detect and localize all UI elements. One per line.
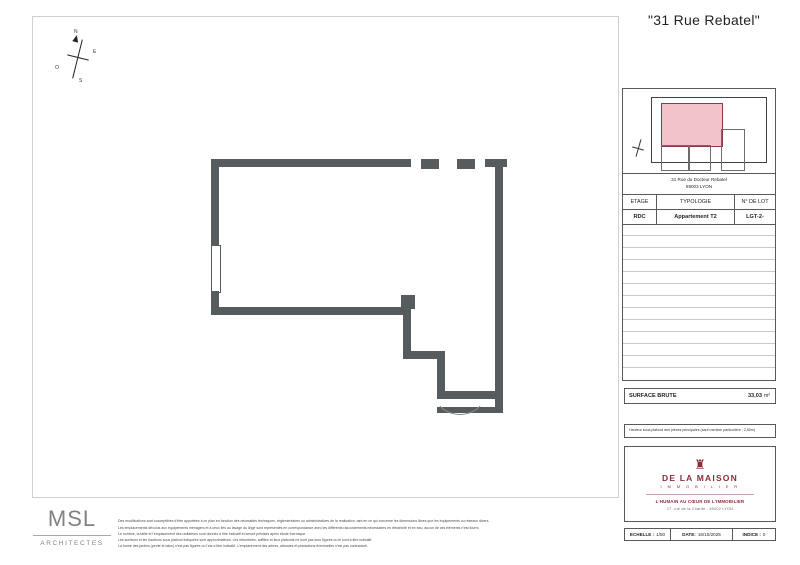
thumb-room-2	[689, 145, 711, 171]
legal-line-1: Des modifications sont susceptibles d'être apportées à ce plan en fonction des nécessités techniques, réglementaires ou administratives de la réalisation, tant en ce qui concerne les dimensions libres que les équipements ou réseaux divers.	[118, 519, 490, 524]
project-address	[623, 174, 775, 195]
cartouche-panel	[622, 88, 776, 225]
surface-value: 33,03	[747, 393, 762, 399]
indice-value: 0	[762, 532, 766, 537]
door-swing-entry	[431, 357, 489, 415]
note-line	[623, 356, 775, 368]
highlighted-unit	[661, 103, 723, 147]
note-line	[623, 224, 775, 236]
agency-logo-block	[624, 446, 776, 522]
cartouche-value-row	[623, 210, 775, 224]
project-address-line1: 31 Rue du Docteur Rebatel	[671, 177, 727, 182]
compass-label-east: E	[93, 49, 97, 55]
legal-line-4: Les surfaces et les hauteurs sous plafond indiquées sont approximatives. Les retombées, soffites et faux plafonds ne sont pas tous figurés ou le sont à titre indicatif.	[118, 537, 373, 542]
architect-logo	[33, 506, 111, 547]
surface-row	[624, 388, 776, 404]
mini-compass-icon	[629, 137, 649, 161]
note-line	[623, 272, 775, 284]
note-line	[623, 308, 775, 320]
architect-logo-subtitle: ARCHITECTES	[40, 540, 104, 547]
surface-label: SURFACE BRUTE	[629, 393, 677, 399]
ceiling-height-note: Hauteur sous plafond des pièces principales (sauf mention particulière : 2,50m)	[624, 424, 776, 438]
compass-icon	[55, 31, 103, 87]
compass-label-south: S	[79, 78, 83, 84]
note-line	[623, 368, 775, 380]
scale-cell	[625, 529, 671, 540]
indice-cell	[733, 529, 775, 540]
thumb-room-3	[721, 129, 745, 171]
wall-top-left	[211, 159, 411, 167]
note-line	[623, 320, 775, 332]
interior-pillar	[401, 295, 415, 309]
key-plan-thumbnail	[623, 89, 775, 174]
notes-ruled-area	[622, 224, 776, 381]
value-lot: LGT-2-	[746, 213, 764, 220]
drawing-meta-strip	[624, 528, 776, 541]
agency-subtitle: I M M O B I L I E R	[660, 483, 740, 489]
page-title: "31 Rue Rebatel"	[647, 12, 760, 28]
thumb-room-1	[661, 145, 689, 171]
scale-value: 1/50	[656, 532, 666, 537]
project-address-line2: 69003 LYON	[685, 183, 713, 189]
agency-address: 17, rue de la Charité - 69002 LYON	[666, 506, 734, 511]
legal-disclaimer	[118, 518, 588, 549]
value-etage: RDC	[623, 210, 657, 224]
header-typologie: TYPOLOGIE	[657, 195, 735, 209]
legal-line-3: Le nombre, la taille et l'emplacement des radiateurs sont donnés à titre indicatif et seront précisés après étude thermique.	[118, 531, 307, 536]
value-typologie: Appartement T2	[657, 210, 735, 224]
header-etage: ETAGE	[623, 195, 657, 209]
note-line	[623, 236, 775, 248]
date-label: DATE:	[682, 532, 696, 537]
wall-top-segment-a	[421, 159, 439, 169]
note-line	[623, 248, 775, 260]
indice-label: INDICE :	[742, 532, 761, 537]
surface-unit: m²	[763, 393, 770, 399]
date-value: 16/10/2025	[697, 532, 721, 537]
wall-bottom-main	[211, 307, 411, 315]
agency-tagline: L'HUMAIN AU CŒUR DE L'IMMOBILIER	[655, 498, 745, 504]
note-line	[623, 296, 775, 308]
header-lot: N° DE LOT	[741, 198, 769, 205]
divider	[646, 494, 754, 495]
wall-right	[495, 159, 503, 409]
legal-line-5: La forme des jardins (pente et talus) n'est pas figurée ou l'est à titre indicatif. L'emplacement des arbres, arbustes et plantations éventuelles n'est pas contractuel.	[118, 543, 368, 548]
window-left	[211, 245, 221, 293]
floor-plan-drawing	[32, 16, 619, 498]
cartouche-header-row	[623, 195, 775, 210]
crest-icon: ♜	[694, 456, 706, 472]
wall-top-segment-b	[457, 159, 475, 169]
note-line	[623, 332, 775, 344]
legal-line-2: Les emplacements dévolus aux équipements ménagers et à ceux liés au lavage du linge sont représentés en correspondance avec les différents raccordements nécessaires en électricité et en eau, aucun de ces éléments n'est fourni.	[118, 525, 480, 530]
agency-name: DE LA MAISON	[662, 472, 738, 483]
compass-label-north: N	[74, 29, 78, 35]
architect-logo-mark: MSL	[33, 506, 111, 536]
note-line	[623, 344, 775, 356]
date-cell	[671, 529, 733, 540]
wall-left-upper	[211, 159, 219, 245]
note-line	[623, 284, 775, 296]
note-line	[623, 260, 775, 272]
compass-label-west: O	[55, 65, 59, 71]
scale-label: ECHELLE :	[629, 532, 655, 537]
